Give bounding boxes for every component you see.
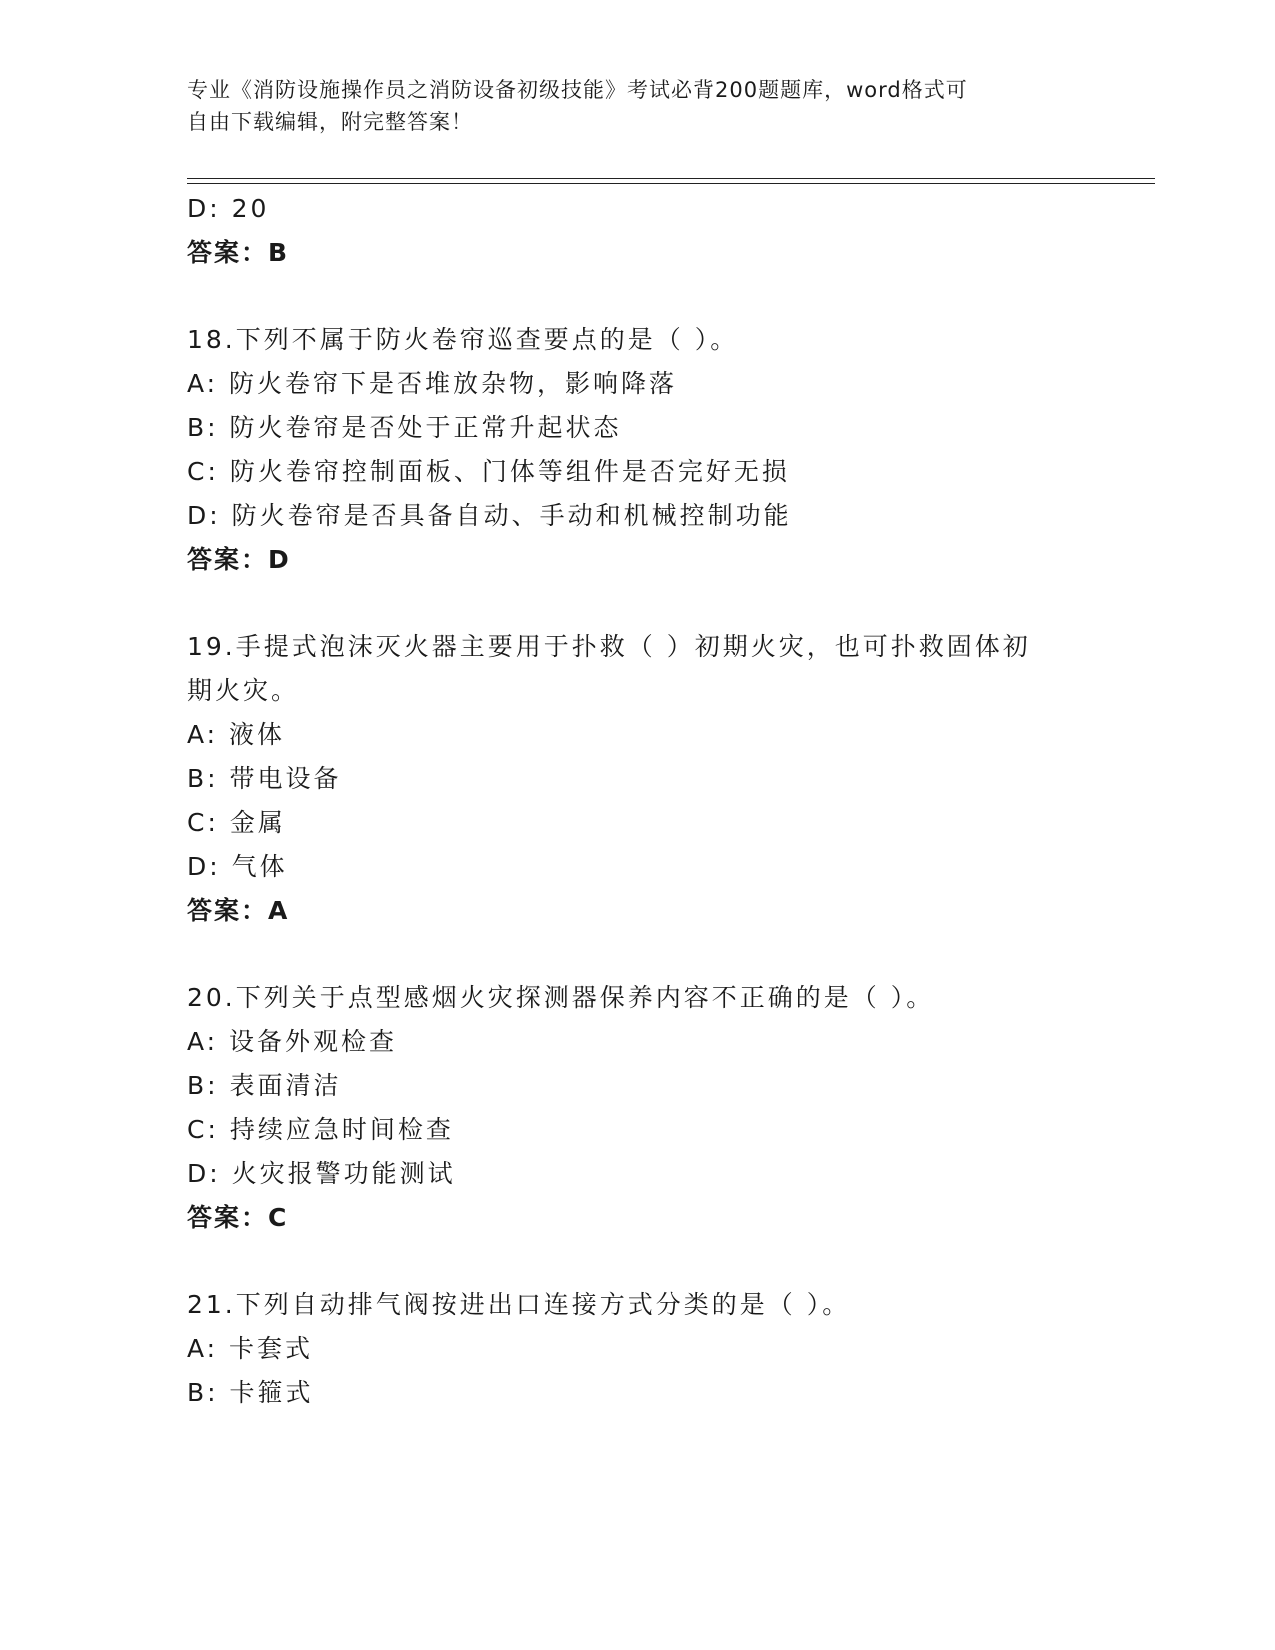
question-20-option-d: D: 火灾报警功能测试 [187, 1159, 456, 1188]
document-header [187, 74, 1087, 138]
question-19-option-b: B: 带电设备 [187, 764, 342, 793]
question-18-answer: 答案：D [187, 545, 291, 574]
question-18-option-c: C: 防火卷帘控制面板、门体等组件是否完好无损 [187, 457, 790, 486]
question-19-answer: 答案：A [187, 896, 290, 925]
header-line-2: 自由下载编辑，附完整答案！ [187, 110, 473, 134]
question-18-option-a: A: 防火卷帘下是否堆放杂物，影响降落 [187, 369, 678, 398]
question-19-continued: 期火灾。 [187, 676, 300, 705]
answer-line: 答案：B [187, 238, 290, 267]
question-19: 19.手提式泡沫灭火器主要用于扑救（ ）初期火灾，也可扑救固体初 [187, 632, 1031, 661]
header-line-1: 专业《消防设施操作员之消防设备初级技能》考试必背200题题库，word格式可 [187, 78, 968, 102]
header-divider-bottom [187, 183, 1155, 184]
question-18: 18.下列不属于防火卷帘巡查要点的是（ ）。 [187, 325, 739, 354]
question-21-option-b: B: 卡箍式 [187, 1378, 314, 1407]
question-19-option-c: C: 金属 [187, 808, 286, 837]
question-21-option-a: A: 卡套式 [187, 1334, 314, 1363]
question-18-option-d: D: 防火卷帘是否具备自动、手动和机械控制功能 [187, 501, 792, 530]
question-20-answer: 答案：C [187, 1203, 289, 1232]
header-divider-top [187, 178, 1155, 179]
question-18-option-b: B: 防火卷帘是否处于正常升起状态 [187, 413, 622, 442]
question-19-option-d: D: 气体 [187, 852, 288, 881]
question-19-option-a: A: 液体 [187, 720, 286, 749]
question-20-option-a: A: 设备外观检查 [187, 1027, 398, 1056]
question-20-option-b: B: 表面清洁 [187, 1071, 342, 1100]
question-20-option-c: C: 持续应急时间检查 [187, 1115, 454, 1144]
question-21: 21.下列自动排气阀按进出口连接方式分类的是（ ）。 [187, 1290, 851, 1319]
option-d-line: D: 20 [187, 194, 270, 223]
question-20: 20.下列关于点型感烟火灾探测器保养内容不正确的是（ ）。 [187, 983, 935, 1012]
